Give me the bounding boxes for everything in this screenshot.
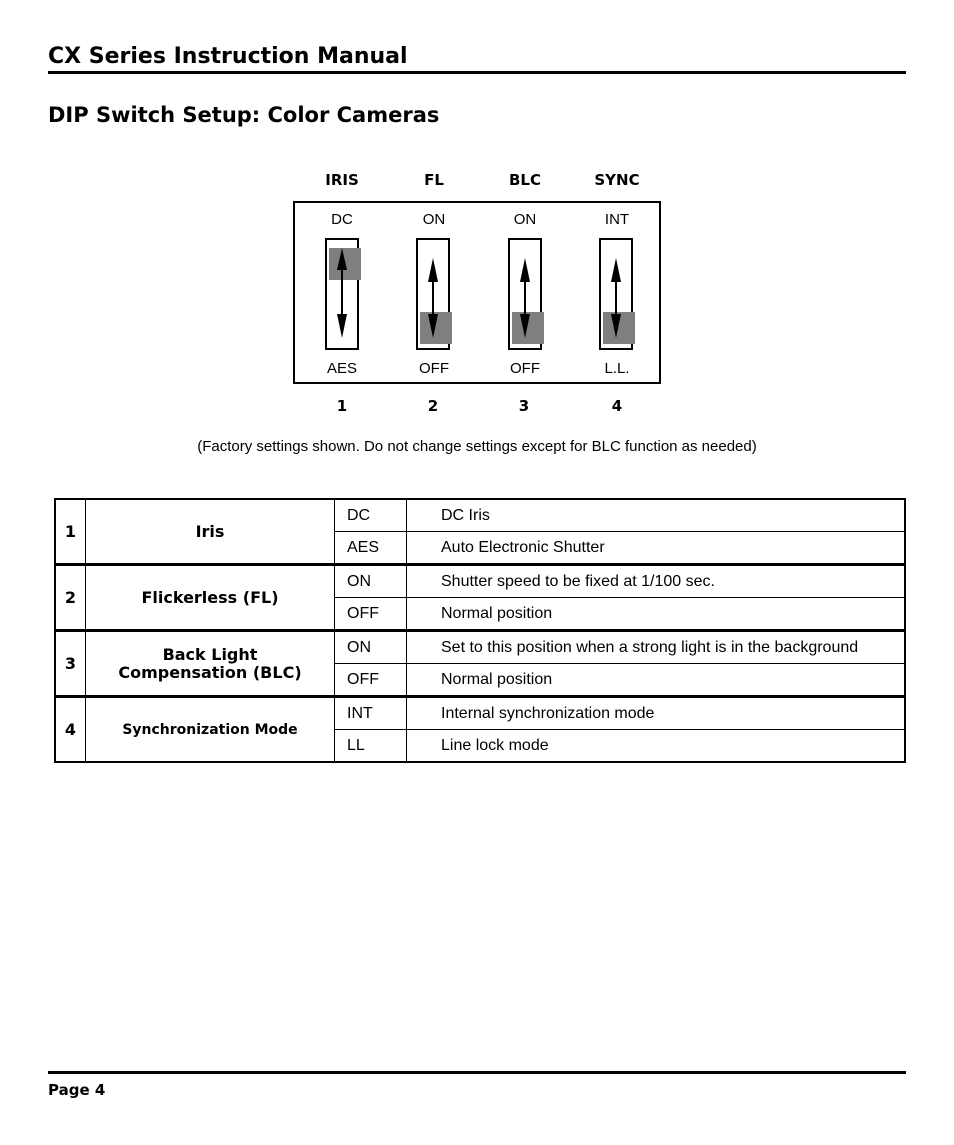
double-arrow-icon (327, 240, 357, 348)
setting-value: ON (335, 565, 407, 598)
factory-settings-caption: (Factory settings shown. Do not change settings except for BLC function as needed) (197, 438, 757, 455)
page-header-title: CX Series Instruction Manual (48, 44, 408, 69)
dip-switch-3 (508, 238, 542, 350)
switch-number-1: 1 (336, 397, 348, 415)
page-number: Page 4 (48, 1081, 106, 1099)
switch-label-sync: SYNC (594, 171, 640, 189)
dip-switch-4 (599, 238, 633, 350)
table-row (55, 697, 905, 730)
function-name: Flickerless (FL) (86, 565, 335, 631)
function-name: Back Light Compensation (BLC) (86, 631, 335, 697)
table-row (55, 565, 905, 598)
footer-rule (48, 1071, 906, 1074)
setting-description: DC Iris (407, 499, 906, 532)
dip-settings-table (54, 498, 906, 763)
row-number: 1 (55, 499, 86, 565)
switch-3-top-label: ON (513, 211, 537, 228)
header-rule (48, 71, 906, 74)
row-number: 2 (55, 565, 86, 631)
setting-description: Shutter speed to be fixed at 1/100 sec. (407, 565, 906, 598)
switch-number-4: 4 (611, 397, 623, 415)
switch-1-bottom-label: AES (326, 360, 357, 377)
switch-2-top-label: ON (422, 211, 446, 228)
setting-description: Set to this position when a strong light is in the background (407, 631, 906, 664)
setting-description: Auto Electronic Shutter (407, 532, 906, 565)
setting-description: Line lock mode (407, 730, 906, 763)
row-number: 4 (55, 697, 86, 763)
function-name: Synchronization Mode (86, 697, 335, 763)
setting-description: Internal synchronization mode (407, 697, 906, 730)
function-name: Iris (86, 499, 335, 565)
table-row (55, 499, 905, 532)
setting-description: Normal position (407, 664, 906, 697)
setting-description: Normal position (407, 598, 906, 631)
dip-switch-2 (416, 238, 450, 350)
switch-1-top-label: DC (331, 211, 353, 228)
setting-value: ON (335, 631, 407, 664)
setting-value: AES (335, 532, 407, 565)
setting-value: DC (335, 499, 407, 532)
switch-4-bottom-label: L.L. (604, 360, 630, 377)
double-arrow-icon (418, 240, 448, 348)
switch-2-bottom-label: OFF (419, 360, 449, 377)
switch-4-top-label: INT (604, 211, 630, 228)
switch-label-iris: IRIS (325, 171, 359, 189)
double-arrow-icon (601, 240, 631, 348)
switch-label-fl: FL (424, 171, 444, 189)
row-number: 3 (55, 631, 86, 697)
table-row (55, 631, 905, 664)
switch-label-blc: BLC (509, 171, 541, 189)
switch-3-bottom-label: OFF (510, 360, 540, 377)
setting-value: LL (335, 730, 407, 763)
switch-number-3: 3 (518, 397, 530, 415)
setting-value: OFF (335, 598, 407, 631)
switch-number-2: 2 (427, 397, 439, 415)
double-arrow-icon (510, 240, 540, 348)
section-title: DIP Switch Setup: Color Cameras (48, 103, 440, 127)
setting-value: OFF (335, 664, 407, 697)
setting-value: INT (335, 697, 407, 730)
dip-switch-1 (325, 238, 359, 350)
